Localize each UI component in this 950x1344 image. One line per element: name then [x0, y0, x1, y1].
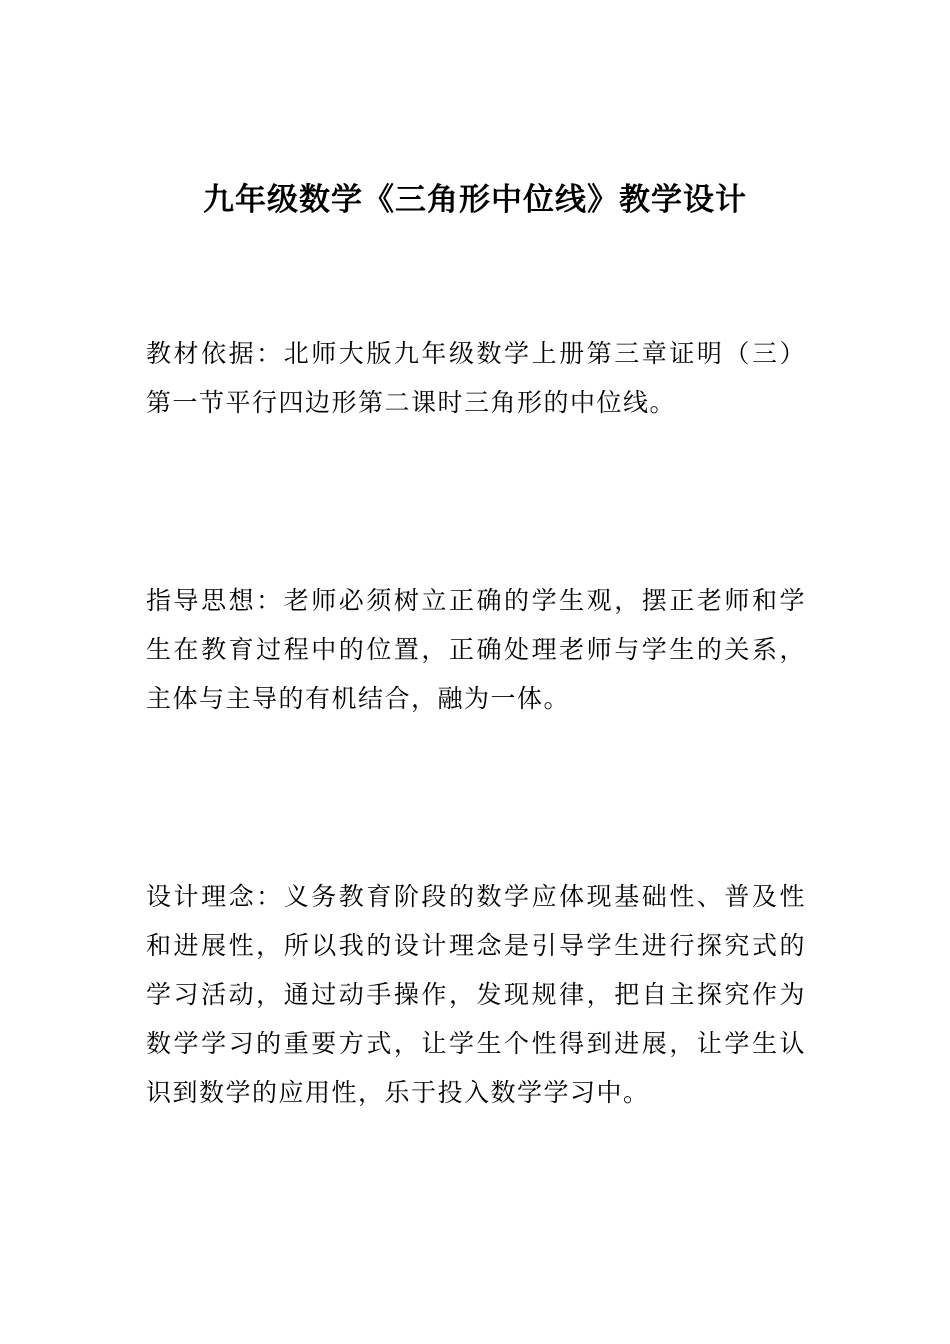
paragraph-textbook-basis: 教材依据：北师大版九年级数学上册第三章证明（三）第一节平行四边形第二课时三角形的中位线。 [146, 339, 806, 417]
paragraph-design-concept: 设计理念：义务教育阶段的数学应体现基础性、普及性和进展性，所以我的设计理念是引导学生进行探究式的学习活动，通过动手操作，发现规律，把自主探究作为数学学习的重要方式，让学生个性得到进展，让学生认识到数学的应用性，乐于投入数学学习中。 [146, 882, 806, 1107]
document-title: 九年级数学《三角形中位线》教学设计 [203, 182, 747, 218]
paragraph-guiding-ideology: 指导思想：老师必须树立正确的学生观，摆正老师和学生在教育过程中的位置，正确处理老师与学生的关系，主体与主导的有机结合，融为一体。 [146, 586, 806, 713]
